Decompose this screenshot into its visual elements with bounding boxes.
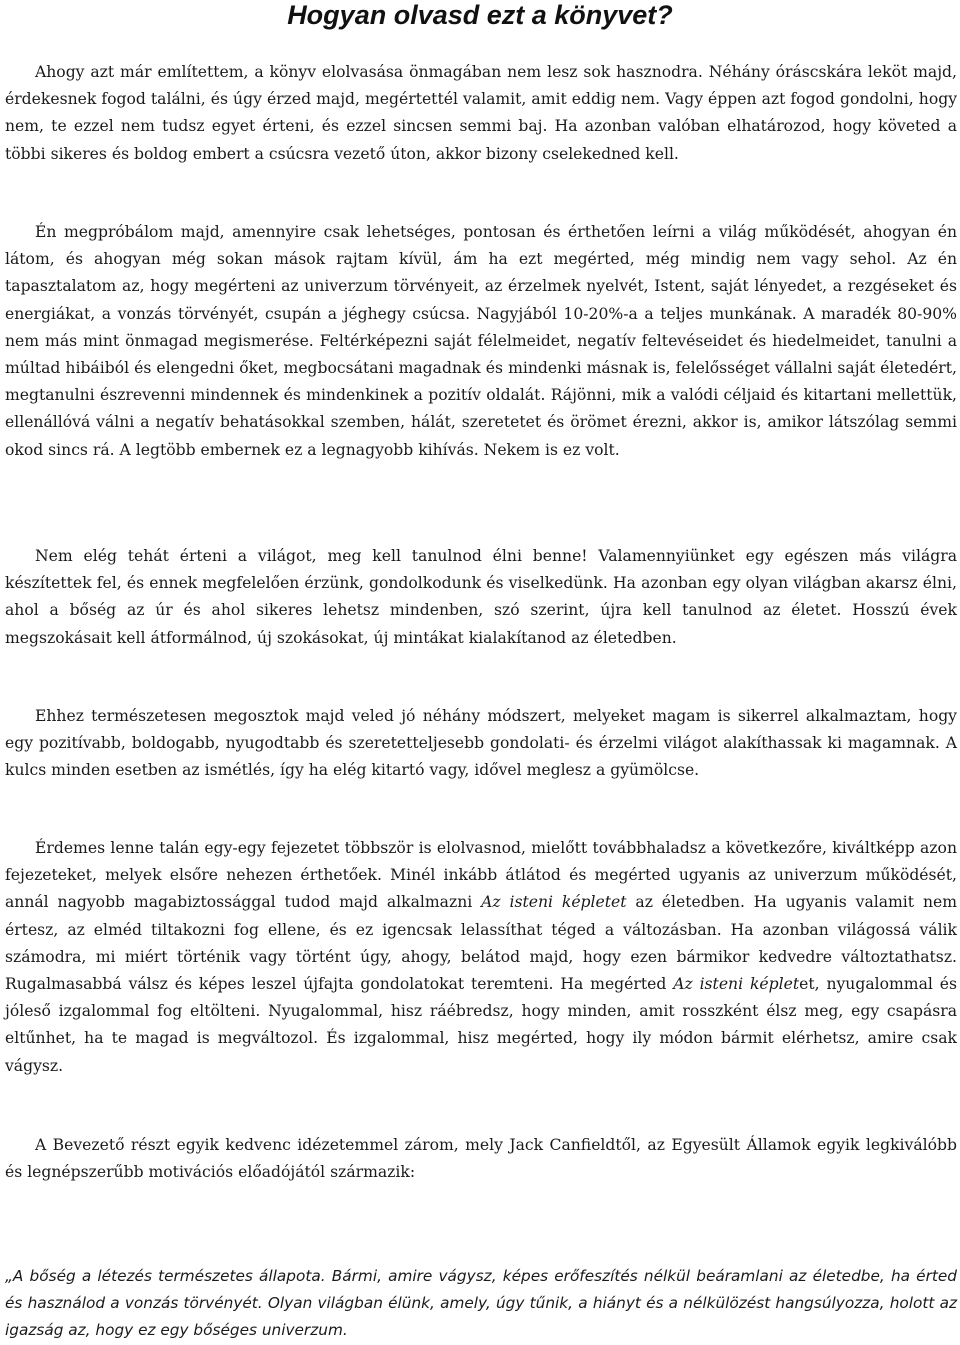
paragraph-text-segment: Érdemes lenne talán egy-egy fejezetet többször is elolvasnod, mielőtt továbbhaladsz a következőre, kiváltképp azon fejezeteket, melyek elsőre nehezen érthetőek. Minél inkább átlátod és megérted ugyanis az univerzum működését, annál nagyobb magabiztossággal tudod majd alkalmazni xyxy=(5,839,957,912)
paragraph-learn-to-live: Nem elég tehát érteni a világot, meg kell tanulnod élni benne! Valamennyiünket egy egészen más világra készítettek fel, és ennek megfelelően érzünk, gondolkodunk és viselkedünk. Ha azonban egy olyan világban akarsz élni, ahol a bőség az úr és ahol sikeres lehetsz mindenben, szó szerint, újra kell tanulnod az életet. Hosszú évek megszokásait kell átformálnod, új szokásokat, új mintákat kialakítanod az életedben. xyxy=(5,547,957,647)
paragraph-text-segment: az életedben. Ha ugyanis valamit nem értesz, az elméd tiltakozni fog ellene, és ez igencsak lelassíthat téged a változásban. Ha azonban világossá válik számodra, mi miért történik vagy történt úgy, ahogy, belátod majd, hogy ezen bármikor kedvedre változtathatsz. Rugalmasabbá válsz és képes leszel újfajta gondolatokat teremteni. Ha megérted xyxy=(5,893,958,994)
paragraph-text-segment: et, nyugalommal és jóleső izgalommal fog eltölteni. Nyugalommal, hisz ráébredsz, hogy minden, amit rosszként élsz meg, egy csapásra eltűnhet, ha te magad is megváltozol. És izgalommal, hisz megérted, hogy ily módon bármit elérhetsz, amire csak vágysz. xyxy=(5,975,957,1075)
paragraph-reread-chapters xyxy=(5,835,957,1080)
paragraph-quote-intro: A Bevezető részt egyik kedvenc idézetemmel zárom, mely Jack Canfieldtől, az Egyesült Államok egyik legkiválóbb és legnépszerűbb motivációs előadójától származik: xyxy=(5,1136,957,1182)
closing-quote: „A bőség a létezés természetes állapota. Bármi, amire vágysz, képes erőfeszítés nélkül beáramlani az életedbe, ha érted és használod a vonzás törvényét. Olyan világban élünk, amely, úgy tűnik, a hiányt és a nélkülözést hangsúlyozza, holott az igazság az, hogy ez egy bőséges univerzum. xyxy=(5,1267,957,1340)
book-title-italic: Az isteni képlet xyxy=(673,975,800,994)
page-title: Hogyan olvasd ezt a könyvet? xyxy=(287,0,673,30)
paragraph-understanding-world: Én megpróbálom majd, amennyire csak lehetséges, pontosan és érthetően leírni a világ működését, ahogyan én látom, és ahogyan még sokan mások rajtam kívül, ám ha ezt megérted, még mindig nem vagy sehol. Az én tapasztalatom az, hogy megérteni az univerzum törvényeit, az érzelmek nyelvét, Istent, saját lényedet, a rezgéseket és energiákat, a vonzás törvényét, csupán a jéghegy csúcsa. Nagyjából 10-20%-a a teljes munkának. A maradék 80-90% nem más mint önmagad megismerése. Feltérképezni saját félelmeidet, negatív feltevéseidet és hiedelmeidet, tanulni a múltad hibáiból és elengedni őket, megbocsátani magadnak és mindenki másnak is, felelősséget vállalni saját életedért, megtanulni észrevenni mindennek és mindenkinek a pozitív oldalát. Rájönni, mik a valódi céljaid és kitartani mellettük, ellenállóvá válni a negatív behatásokkal szemben, hálát, szeretetet és örömet érezni, akkor is, amikor látszólag semmi okod sincs rá. A legtöbb embernek ez a legnagyobb kihívás. Nekem is ez volt. xyxy=(5,223,957,459)
book-title-italic: Az isteni képletet xyxy=(481,893,627,912)
paragraph-intro: Ahogy azt már említettem, a könyv elolvasása önmagában nem lesz sok hasznodra. Néhány óráscskára leköt majd, érdekesnek fogod találni, és úgy érzed majd, megértettél valamit, amit eddig nem. Vagy éppen azt fogod gondolni, hogy nem, te ezzel nem tudsz egyet érteni, és ezzel sincsen semmi baj. Ha azonban valóban elhatározod, hogy követed a többi sikeres és boldog embert a csúcsra vezető úton, akkor bizony cselekedned kell. xyxy=(5,63,957,163)
paragraph-methods: Ehhez természetesen megosztok majd veled jó néhány módszert, melyeket magam is sikerrel alkalmaztam, hogy egy pozitívabb, boldogabb, nyugodtabb és szeretetteljesebb gondolati- és érzelmi világot alakíthassak ki magamnak. A kulcs minden esetben az ismétlés, így ha elég kitartó vagy, idővel meglesz a gyümölcse. xyxy=(5,707,957,780)
